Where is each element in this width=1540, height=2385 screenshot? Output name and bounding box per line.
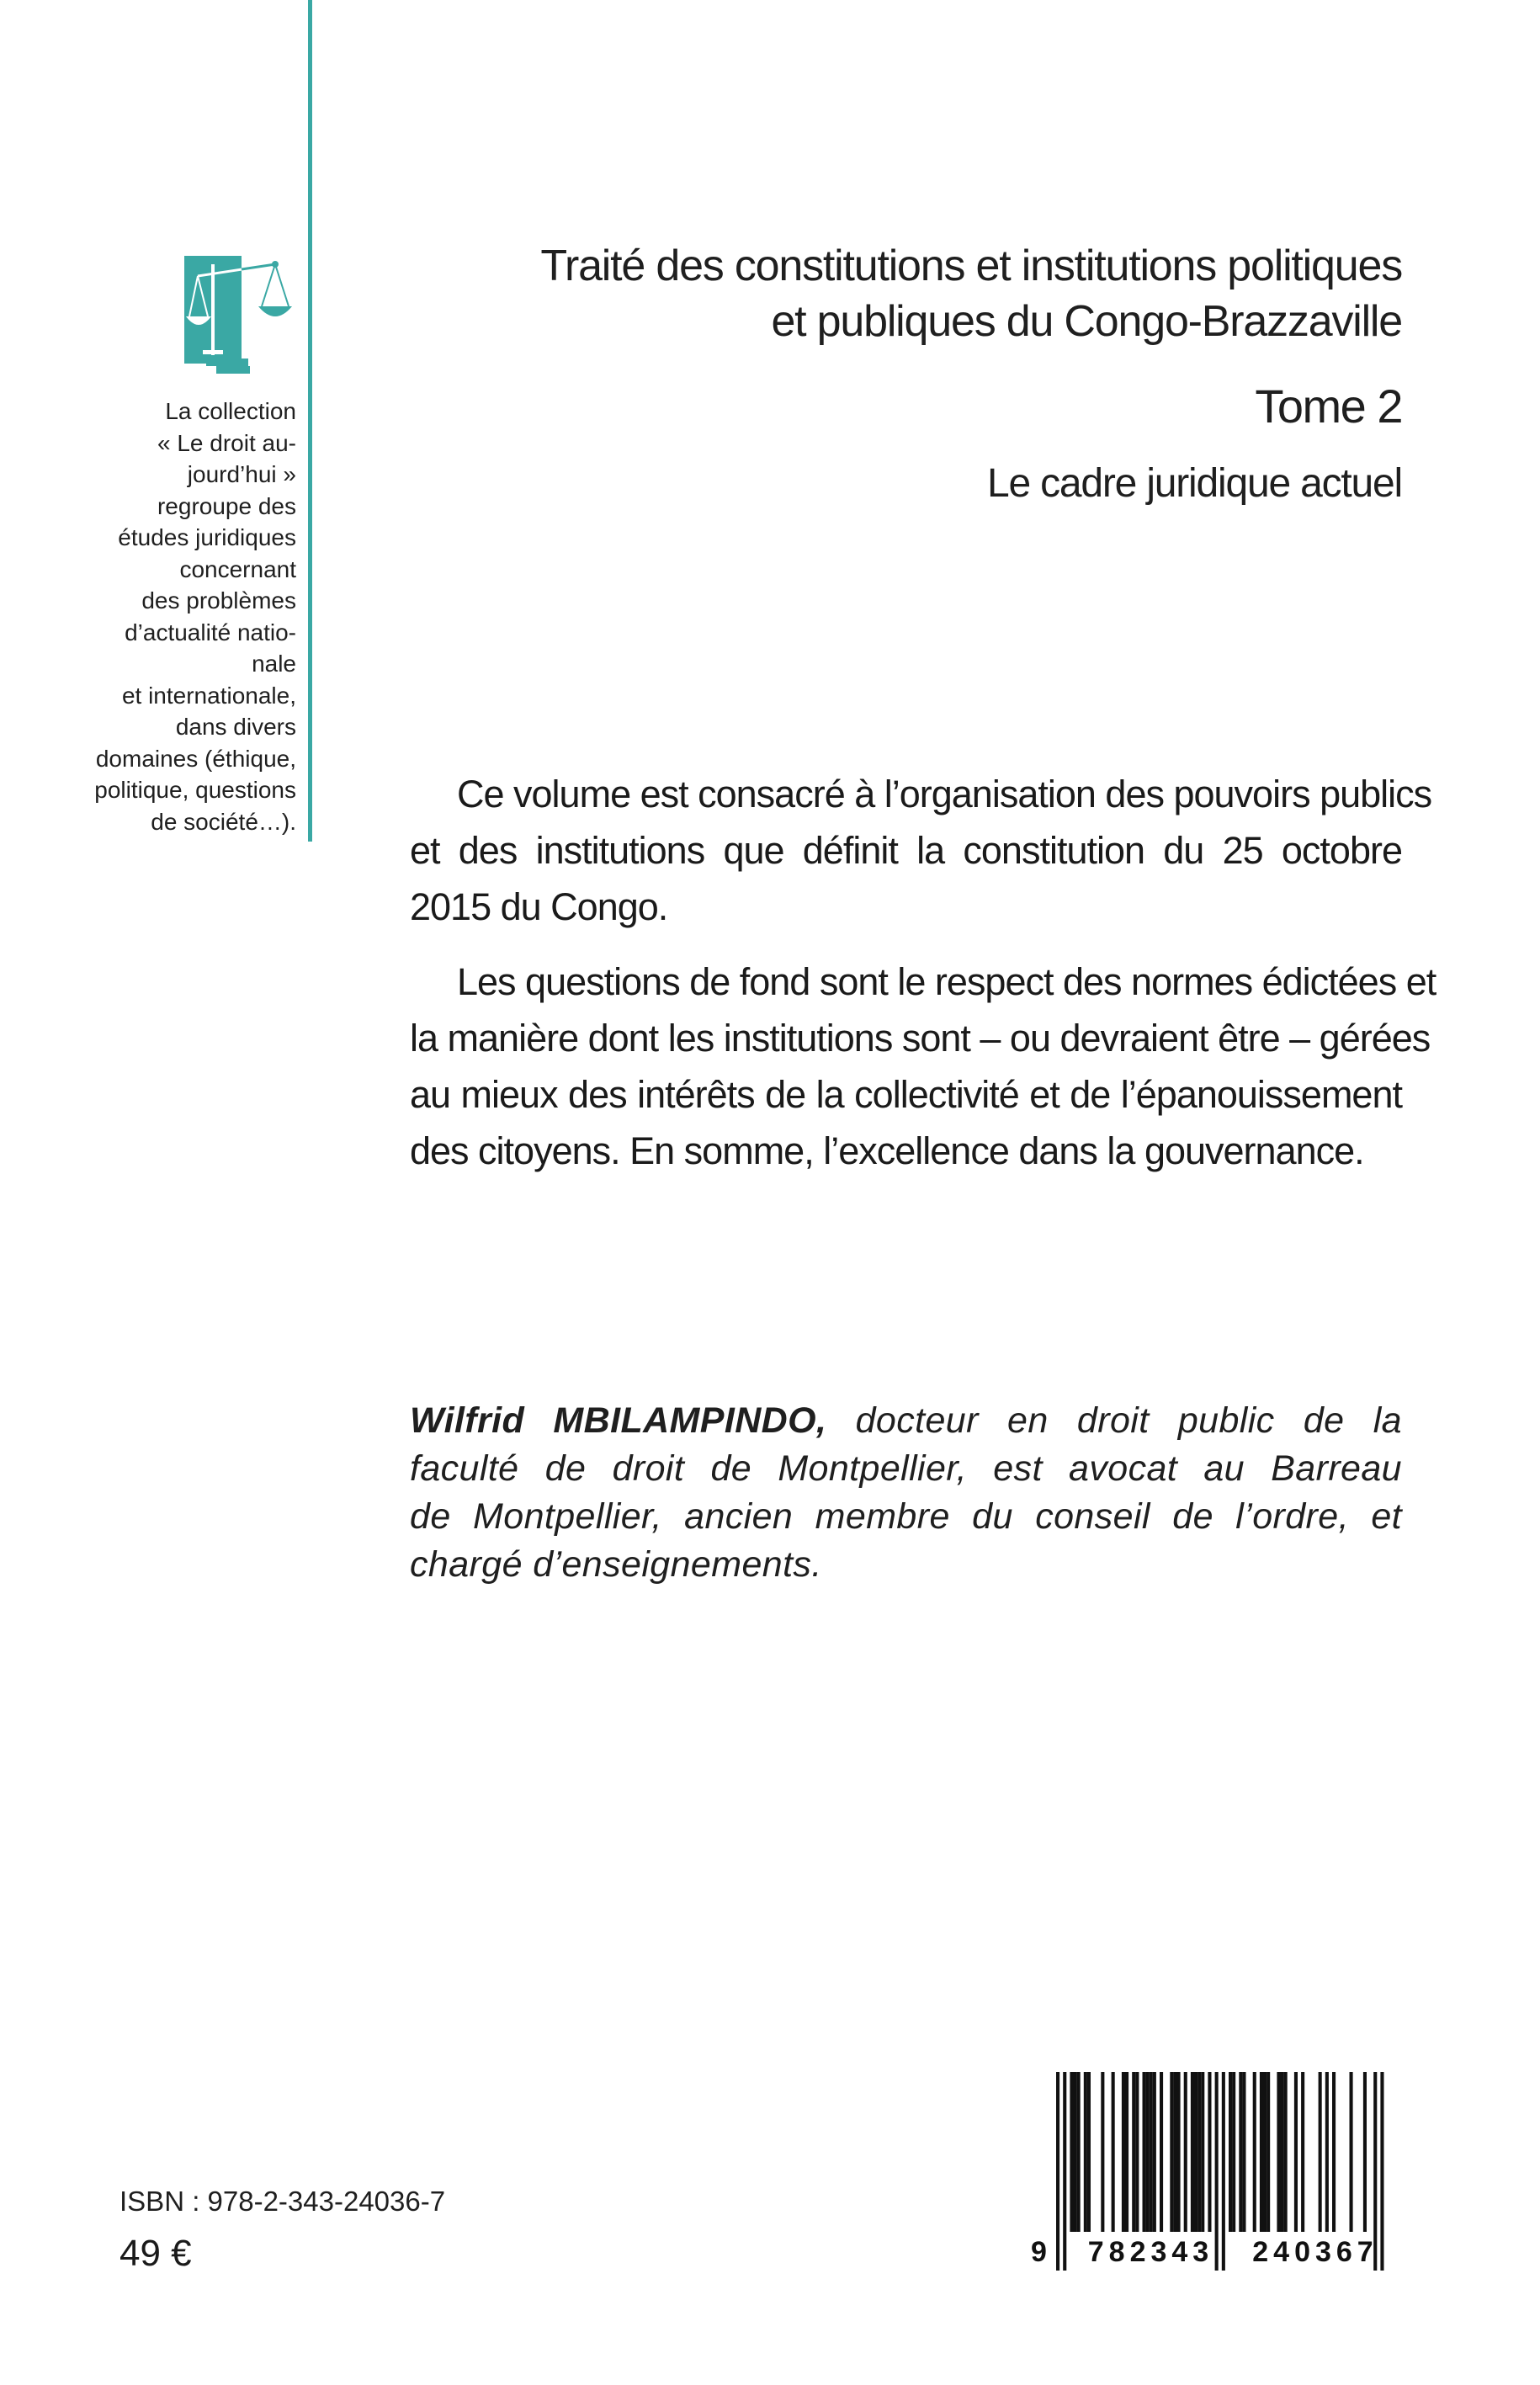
sidebar-line: regroupe des — [157, 492, 296, 519]
barcode-bar — [1260, 2072, 1263, 2232]
paragraph-line: des citoyens. En somme, l’excellence dans la gouvernance. — [410, 1129, 1364, 1172]
paragraph-line: 2015 du Congo. — [410, 885, 668, 928]
barcode-right-group: 240367 — [1252, 2236, 1378, 2268]
paragraph-line: au mieux des intérêts de la collectivité et de l’épanouissement — [410, 1073, 1402, 1116]
barcode-bar — [1135, 2072, 1139, 2232]
barcode-bar — [1294, 2072, 1298, 2232]
barcode-bar — [1070, 2072, 1073, 2232]
bio-line: faculté de droit de Montpellier, est avocat au Barreau — [410, 1448, 1402, 1489]
barcode-bar — [1208, 2072, 1211, 2232]
summary-paragraph-2 — [410, 953, 1436, 1179]
accent-vertical-line — [308, 0, 312, 842]
barcode-bar — [1153, 2072, 1156, 2232]
barcode-bar — [1229, 2072, 1232, 2232]
barcode-bar — [1267, 2072, 1270, 2232]
scales-of-justice-icon — [184, 256, 298, 374]
bio-line: chargé d’enseignements. — [410, 1544, 822, 1585]
author-name: Wilfrid MBILAMPINDO, — [410, 1400, 827, 1441]
book-subtitle: Le cadre juridique actuel — [986, 461, 1402, 506]
bio-line — [410, 1397, 1402, 1445]
paragraph-line: la manière dont les institutions sont – ou devraient être – gérées — [410, 1017, 1431, 1060]
sidebar-line: nale — [252, 651, 296, 677]
barcode-bar — [1253, 2072, 1256, 2232]
isbn-label: ISBN : 978-2-343-24036-7 — [119, 2186, 446, 2217]
sidebar-line: dans divers — [175, 714, 296, 740]
barcode-bar — [1201, 2072, 1204, 2232]
barcode-bar — [1232, 2072, 1235, 2232]
barcode-bar — [1184, 2072, 1187, 2232]
bio-text: docteur en droit public de la — [826, 1400, 1402, 1441]
barcode-bar — [1087, 2072, 1091, 2232]
barcode-bar — [1277, 2072, 1280, 2232]
sidebar-line: et internationale, — [121, 682, 296, 709]
paragraph-line: Ce volume est consacré à l’organisation des pouvoirs publics — [457, 773, 1432, 815]
sidebar-line: domaines (éthique, — [95, 745, 296, 772]
volume-number: Tome 2 — [1255, 380, 1402, 433]
sidebar-line: concernant — [179, 555, 296, 582]
sidebar-line: études juridiques — [118, 524, 296, 550]
book-title — [396, 238, 1402, 349]
sidebar-line: La collection — [165, 398, 296, 424]
paragraph-line: et des institutions que définit la constitution du 25 octobre — [410, 829, 1402, 872]
barcode-bar — [1170, 2072, 1173, 2232]
barcode-bar — [1132, 2072, 1135, 2232]
collection-description — [34, 396, 296, 837]
barcode-bar — [1239, 2072, 1242, 2232]
barcode-bar — [1125, 2072, 1128, 2232]
sidebar-line: jourd’hui » — [187, 461, 296, 487]
barcode-bar — [1363, 2072, 1367, 2232]
barcode-bar — [1074, 2072, 1077, 2232]
barcode-bar — [1319, 2072, 1322, 2232]
barcode-bar — [1143, 2072, 1146, 2232]
bio-line: de Montpellier, ancien membre du conseil de l’ordre, et — [410, 1496, 1402, 1537]
book-title-line: Traité des constitutions et institutions politiques — [540, 242, 1402, 290]
sidebar-line: de société…). — [151, 808, 296, 835]
barcode-digits — [1031, 2234, 1405, 2271]
barcode-left-group: 782343 — [1087, 2236, 1214, 2268]
barcode-bar — [1194, 2072, 1197, 2232]
author-bio — [410, 1397, 1402, 1589]
barcode-bar — [1101, 2072, 1104, 2232]
barcode-bar — [1084, 2072, 1087, 2232]
barcode-bar — [1077, 2072, 1081, 2232]
barcode-bar — [1191, 2072, 1194, 2232]
book-title-line: et publiques du Congo-Brazzaville — [771, 297, 1402, 346]
barcode-bar — [1112, 2072, 1115, 2232]
barcode-bar — [1263, 2072, 1267, 2232]
barcode-bar — [1197, 2072, 1201, 2232]
barcode-bar — [1242, 2072, 1245, 2232]
barcode-bar — [1284, 2072, 1288, 2232]
barcode-bar — [1122, 2072, 1125, 2232]
barcode-bar — [1301, 2072, 1304, 2232]
barcode-bar — [1150, 2072, 1153, 2232]
barcode-bar — [1332, 2072, 1336, 2232]
barcode-bar — [1173, 2072, 1176, 2232]
summary-paragraph-1 — [410, 766, 1432, 935]
barcode-bar — [1281, 2072, 1284, 2232]
barcode-first-digit: 9 — [1031, 2236, 1047, 2268]
sidebar-line: d’actualité natio- — [125, 619, 296, 645]
price: 49 € — [119, 2233, 192, 2274]
sidebar-line: politique, questions — [94, 777, 296, 803]
barcode-bar — [1350, 2072, 1353, 2232]
barcode-bar — [1325, 2072, 1329, 2232]
sidebar-line: « Le droit au- — [157, 429, 296, 456]
barcode-bar — [1146, 2072, 1150, 2232]
paragraph-line: Les questions de fond sont le respect des normes édictées et — [457, 960, 1436, 1003]
sidebar-line: des problèmes — [141, 587, 296, 614]
barcode-bar — [1160, 2072, 1163, 2232]
barcode-bar — [1177, 2072, 1181, 2232]
